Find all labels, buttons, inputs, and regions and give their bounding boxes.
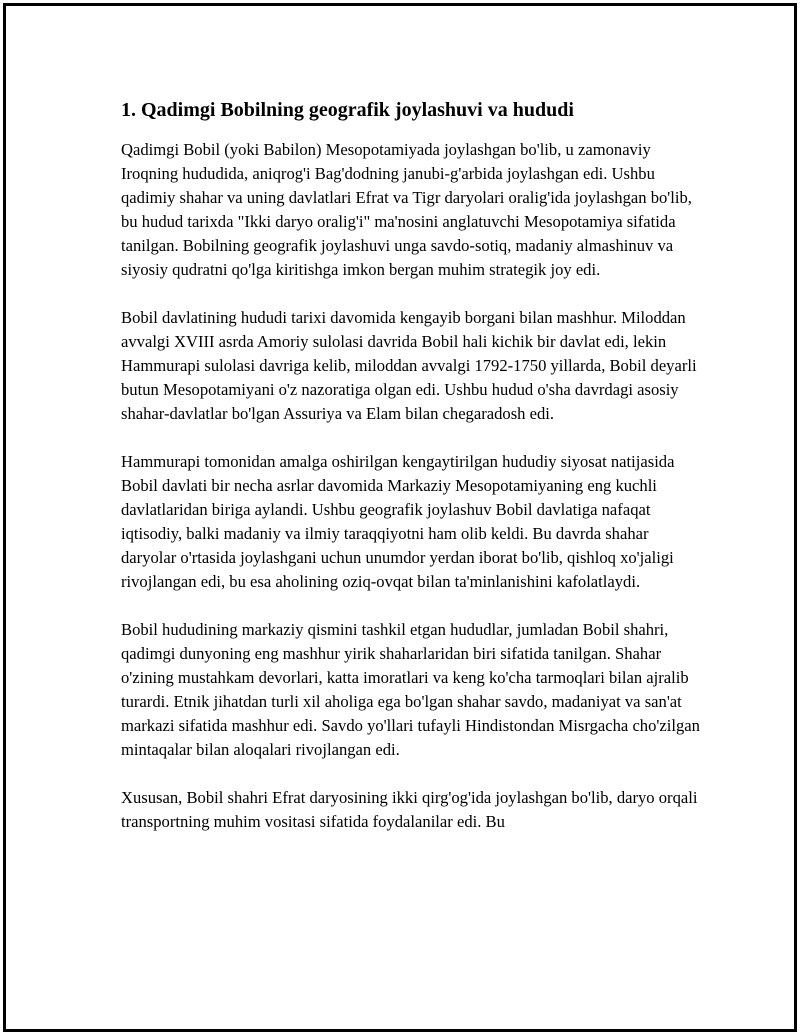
document-body [121,96,701,858]
paragraph-3: Hammurapi tomonidan amalga oshirilgan kengaytirilgan hududiy siyosat natijasida Bobil davlati bir necha asrlar davomida Markaziy Mesopotamiyaning eng kuchli davlatlaridan biriga aylandi. Ushbu geografik joylashuv Bobil davlatiga nafaqat iqtisodiy, balki madaniy va ilmiy taraqqiyotni ham olib keldi. Bu davrda shahar daryolar o'rtasida joylashgani uchun unumdor yerdan iborat bo'lib, qishloq xo'jaligi rivojlangan edi, bu esa aholining oziq-ovqat bilan ta'minlanishini kafolatlaydi. [121,452,675,591]
paragraph-1: Qadimgi Bobil (yoki Babilon) Mesopotamiyada joylashgan bo'lib, u zamonaviy Iroqning hududida, aniqrog'i Bag'dodning janubi-g'arbida joylashgan edi. Ushbu qadimiy shahar va uning davlatlari Efrat va Tigr daryolari oralig'ida joylashgan bo'lib, bu hudud tarixda "Ikki daryo oralig'i" ma'nosini anglatuvchi Mesopotamiya sifatida tanilgan. Bobilning geografik joylashuvi unga savdo-sotiq, madaniy almashinuv va siyosiy qudratni qo'lga kiritishga imkon bergan muhim strategik joy edi. [121,140,692,279]
paragraph-2: Bobil davlatining hududi tarixi davomida kengayib borgani bilan mashhur. Miloddan avvalgi XVIII asrda Amoriy sulolasi davrida Bobil hali kichik bir davlat edi, lekin Hammurapi sulolasi davriga kelib, miloddan avvalgi 1792-1750 yillarda, Bobil deyarli butun Mesopotamiyani o'z nazoratiga olgan edi. Ushbu hudud o'sha davrdagi asosiy shahar-davlatlar bo'lgan Assuriya va Elam bilan chegaradosh edi. [121,308,697,423]
paragraph-5: Xususan, Bobil shahri Efrat daryosining ikki qirg'og'ida joylashgan bo'lib, daryo orqali transportning muhim vositasi sifatida foydalanilar edi. Bu [121,788,698,831]
page-frame [3,3,797,1032]
section-heading: 1. Qadimgi Bobilning geografik joylashuvi va hududi [121,99,574,121]
paragraph-4: Bobil hududining markaziy qismini tashkil etgan hududlar, jumladan Bobil shahri, qadimgi dunyoning eng mashhur yirik shaharlaridan biri sifatida tanilgan. Shahar o'zining mustahkam devorlari, katta imoratlari va keng ko'cha tarmoqlari bilan ajralib turardi. Etnik jihatdan turli xil aholiga ega bo'lgan shahar savdo, madaniyat va san'at markazi sifatida mashhur edi. Savdo yo'llari tufayli Hindistondan Misrgacha cho'zilgan mintaqalar bilan aloqalari rivojlangan edi. [121,620,700,759]
